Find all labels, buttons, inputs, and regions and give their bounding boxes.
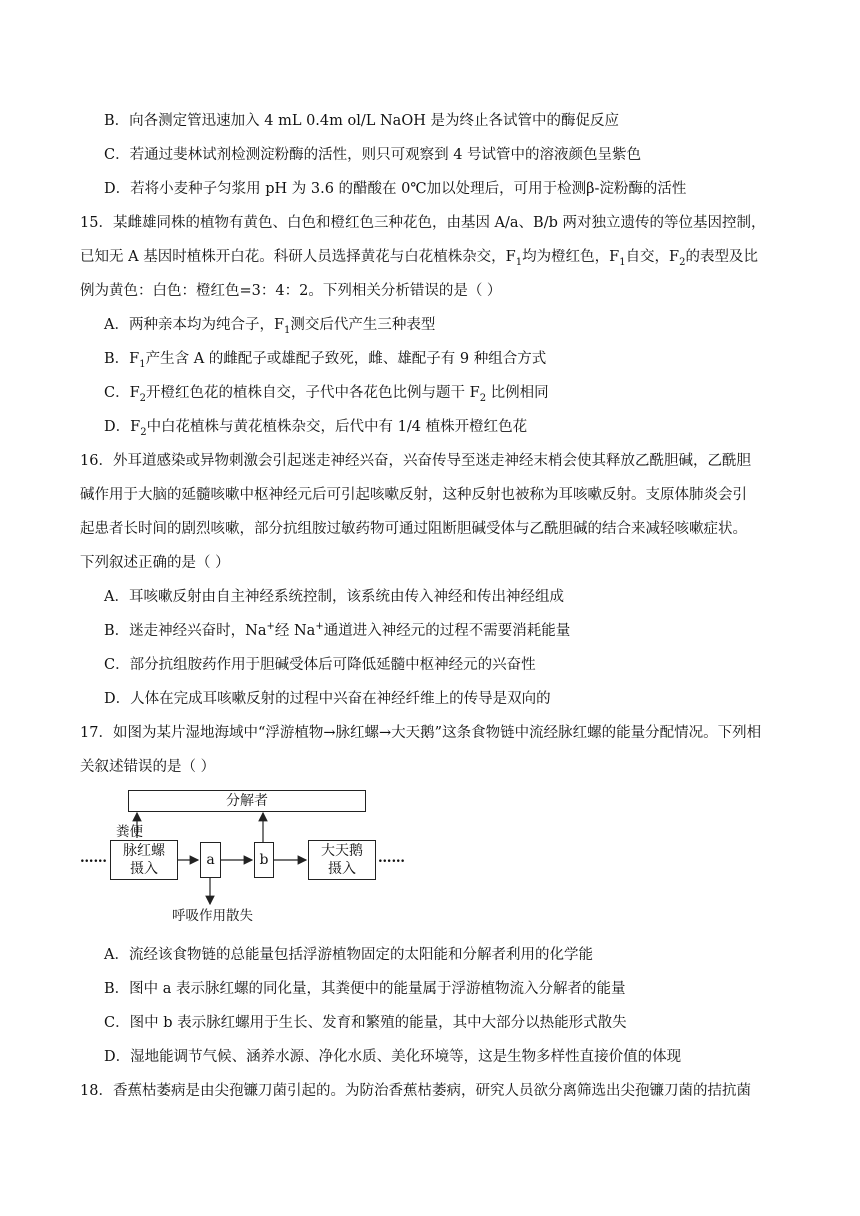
q17-stem-line-2: 关叙述错误的是（ ）: [80, 759, 216, 775]
q15-stem-line-1: 15．某雌雄同株的植物有黄色、白色和橙红色三种花色，由基因 A/a、B/b 两对独立遗传的等位基因控制，: [80, 215, 766, 231]
box-b: b: [254, 842, 274, 878]
q15-option-b: B．$F_1$产生含 A 的雌配子或雄配子致死，雌、雄配子有 9 种组合方式: [104, 351, 547, 370]
q17-option-d: D．湿地能调节气候、涵养水源、净化水质、美化环境等，这是生物多样性直接价值的体现: [104, 1049, 682, 1065]
q16-option-b: B．迷走神经兴奋时，Na+经 Na+通道进入神经元的过程不需要消耗能量: [104, 621, 571, 639]
q14-option-c: C．若通过斐林试剂检测淀粉酶的活性，则只可观察到 4 号试管中的溶液颜色呈紫色: [104, 147, 642, 163]
respiration-label: 呼吸作用散失: [172, 908, 253, 924]
q15-stem-line-2: 已知无 A 基因时植株开白花。科研人员选择黄花与白花植株杂交，$F_1$均为橙红色，$F_1$自交，$F_2$的表型及比: [80, 249, 758, 268]
q15-option-c: C．$F_2$开橙红色花的植株自交，子代中各花色比例与题干 $F_2$ 比例相同: [104, 385, 549, 404]
box-a: a: [200, 842, 221, 878]
q15-option-d: D．$F_2$中白花植株与黄花植株杂交，后代中有 1/4 植株开橙红色花: [104, 419, 528, 438]
q16-stem-line-1: 16．外耳道感染或异物刺激会引起迷走神经兴奋，兴奋传导至迷走神经末梢会使其释放乙酰胆碱，乙酰胆: [80, 453, 751, 469]
q15-option-a: A．两种亲本均为纯合子，$F_1$测交后代产生三种表型: [104, 317, 436, 336]
q17-option-a: A．流经该食物链的总能量包括浮游植物固定的太阳能和分解者利用的化学能: [104, 947, 593, 963]
q14-option-d: D．若将小麦种子匀浆用 pH 为 3.6 的醋酸在 0℃加以处理后，可用于检测β-淀粉酶的活性: [104, 181, 687, 197]
q14-option-b: B．向各测定管迅速加入 4 mL 0.4m ol/L NaOH 是为终止各试管中的酶促反应: [104, 113, 619, 129]
q16-stem-line-3: 起患者长时间的剧烈咳嗽，部分抗组胺过敏药物可通过阻断胆碱受体与乙酰胆碱的结合来减轻咳嗽症状。: [80, 521, 747, 537]
q16-option-a: A．耳咳嗽反射由自主神经系统控制，该系统由传入神经和传出神经组成: [104, 589, 564, 605]
q17-option-c: C．图中 b 表示脉红螺用于生长、发育和繁殖的能量，其中大部分以热能形式散失: [104, 1015, 627, 1031]
q16-option-d: D．人体在完成耳咳嗽反射的过程中兴奋在神经纤维上的传导是双向的: [104, 691, 551, 707]
snail-intake-box: 脉红螺 摄入: [110, 840, 178, 880]
q16-stem-line-2: 碱作用于大脑的延髓咳嗽中枢神经元后可引起咳嗽反射，这种反射也被称为耳咳嗽反射。支原体肺炎会引: [80, 487, 747, 503]
energy-flow-diagram: [80, 786, 410, 922]
q16-stem-line-4: 下列叙述正确的是（ ）: [80, 555, 230, 571]
q16-option-c: C．部分抗组胺药作用于胆碱受体后可降低延髓中枢神经元的兴奋性: [104, 657, 536, 673]
feces-label: 粪便: [116, 824, 143, 840]
q17-stem-line-1: 17．如图为某片湿地海域中“浮游植物→脉红螺→大天鹅”这条食物链中流经脉红螺的能量分配情况。下列相: [80, 725, 762, 741]
q15-stem-line-3: 例为黄色：白色：橙红色=3：4：2。下列相关分析错误的是（ ）: [80, 283, 502, 299]
decomposer-box: 分解者: [128, 790, 366, 812]
swan-intake-box: 大天鹅 摄入: [308, 840, 376, 880]
left-ellipsis: ……: [80, 850, 107, 866]
q17-option-b: B．图中 a 表示脉红螺的同化量，其粪便中的能量属于浮游植物流入分解者的能量: [104, 981, 626, 997]
right-ellipsis: ……: [378, 850, 405, 866]
q18-stem-line-1: 18．香蕉枯萎病是由尖孢镰刀菌引起的。为防治香蕉枯萎病，研究人员欲分离筛选出尖孢镰刀菌的拮抗菌: [80, 1083, 751, 1099]
